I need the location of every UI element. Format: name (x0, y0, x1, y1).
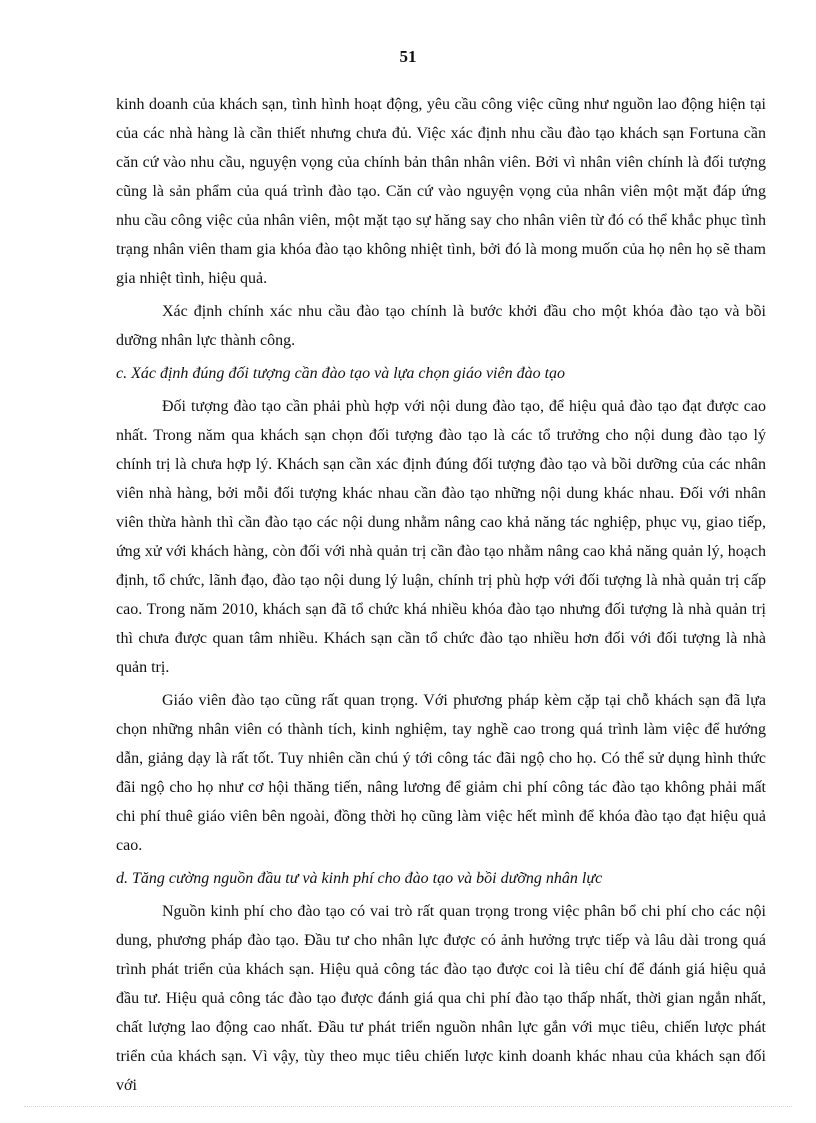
page-bottom-rule (24, 1106, 792, 1107)
paragraph: Đối tượng đào tạo cần phải phù hợp với nội dung đào tạo, để hiệu quả đào tạo đạt được cao nhất. Trong năm qua khách sạn chọn đối tượng đào tạo là các tổ trưởng cho nội dung đào tạo lý chính trị là chưa hợp lý. Khách sạn cần xác định đúng đối tượng đào tạo và bồi dưỡng của các nhân viên nhà hàng, bởi mỗi đối tượng khác nhau cần đào tạo những nội dung khác nhau. Đối với nhân viên thừa hành thì cần đào tạo các nội dung nhằm nâng cao khả năng tác nghiệp, phục vụ, giao tiếp, ứng xử với khách hàng, còn đối với nhà quản trị cần đào tạo nhằm nâng cao khả năng quản lý, hoạch định, tổ chức, lãnh đạo, đào tạo nội dung lý luận, chính trị phù hợp với đối tượng là nhà quản trị cấp cao. Trong năm 2010, khách sạn đã tổ chức khá nhiều khóa đào tạo nhưng đối tượng là nhà quản trị thì chưa được quan tâm nhiều. Khách sạn cần tổ chức đào tạo nhiều hơn đối với đối tượng là nhà quản trị. (116, 398, 766, 676)
document-body (116, 90, 766, 1104)
paragraph: Giáo viên đào tạo cũng rất quan trọng. Với phương pháp kèm cặp tại chỗ khách sạn đã lựa chọn những nhân viên có thành tích, kinh nghiệm, tay nghề cao trong quá trình làm việc để hướng dẫn, giảng dạy là rất tốt. Tuy nhiên cần chú ý tới công tác đãi ngộ cho họ. Có thể sử dụng hình thức đãi ngộ cho họ như cơ hội thăng tiến, nâng lương để giảm chi phí công tác đào tạo không phải mất chi phí thuê giáo viên bên ngoài, đồng thời họ cũng làm việc hết mình để khóa đào tạo đạt hiệu quả cao. (116, 692, 766, 854)
section-heading-c: c. Xác định đúng đối tượng cần đào tạo và lựa chọn giáo viên đào tạo (116, 365, 566, 382)
paragraph: Nguồn kinh phí cho đào tạo có vai trò rất quan trọng trong việc phân bổ chi phí cho các nội dung, phương pháp đào tạo. Đầu tư cho nhân lực được có ảnh hưởng trực tiếp và lâu dài trong quá trình phát triển của khách sạn. Hiệu quả công tác đào tạo được coi là tiêu chí để đánh giá hiệu quả đầu tư. Hiệu quả công tác đào tạo được đánh giá qua chi phí đào tạo thấp nhất, thời gian ngắn nhất, chất lượng lao động cao nhất. Đầu tư phát triển nguồn nhân lực gắn với mục tiêu, chiến lược phát triển của khách sạn. Vì vậy, tùy theo mục tiêu chiến lược kinh doanh khác nhau của khách sạn đối với (116, 903, 766, 1094)
paragraph-continuation: kinh doanh của khách sạn, tình hình hoạt động, yêu cầu công việc cũng như nguồn lao động hiện tại của các nhà hàng là cần thiết nhưng chưa đủ. Việc xác định nhu cầu đào tạo khách sạn Fortuna cần căn cứ vào nhu cầu, nguyện vọng của chính bản thân nhân viên. Bởi vì nhân viên chính là đối tượng cũng là sản phẩm của quá trình đào tạo. Căn cứ vào nguyện vọng của nhân viên một mặt đáp ứng nhu cầu công việc của nhân viên, một mặt tạo sự hăng say cho nhân viên từ đó có thể khắc phục tình trạng nhân viên tham gia khóa đào tạo không nhiệt tình, bởi đó là mong muốn của họ nên họ sẽ tham gia nhiệt tình, hiệu quả. (116, 96, 766, 287)
section-heading-d: d. Tăng cường nguồn đầu tư và kinh phí cho đào tạo và bồi dưỡng nhân lực (116, 870, 603, 887)
page-number: 51 (399, 47, 417, 66)
paragraph: Xác định chính xác nhu cầu đào tạo chính là bước khởi đầu cho một khóa đào tạo và bồi dưỡng nhân lực thành công. (116, 303, 766, 349)
